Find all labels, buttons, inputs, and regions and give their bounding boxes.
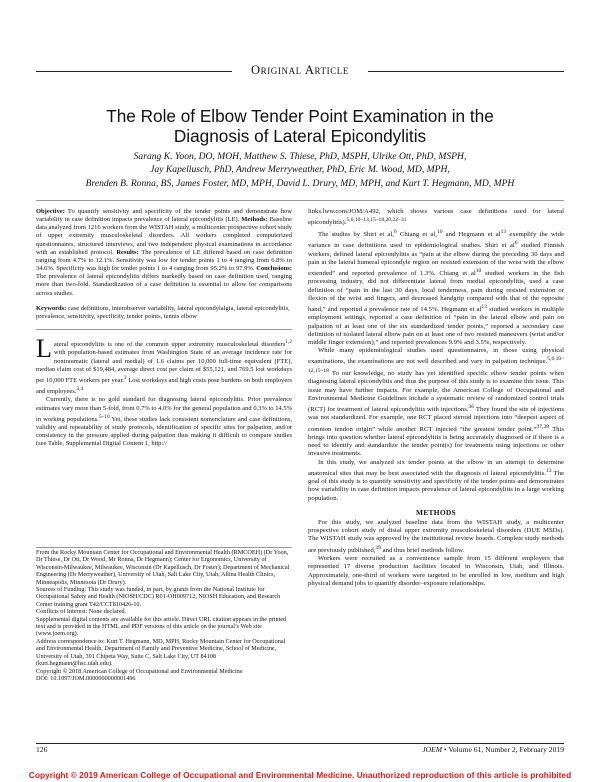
body-text: studied workers in the fish processing industry, did not differentiate lateral from medial epicondylitis, used a case definition of “pain in the last 30 days, local tenderness, pain during resisted extension or flexion of the wrist and fingers, and decreased handgrip compared with that of the opposite hand,” and reported a prevalence rate of 14.5%. Hegmann et al [308,270,564,314]
footnote-supplemental: Supplemental digital contents are available for this article. Direct URL citation appears in the printed text and is provided in the HTML and PDF versions of this article on the journal’s Web site (www.joem.org). [36,615,287,638]
citation: 13 [500,228,507,235]
page-number: 126 [36,745,48,754]
abstract-results: The prevalence of LE differed based on case definition ranging from 4.7% to 12.1%. Sensitivity was low for tender points 1 to 4 ranging from 6.8% to 34.6%. Specificity was high for tender points 1 to 4 ranging from 95.2% to 97.9%. [36,248,293,273]
body-text: They found the site of injections was not standardized. For example, one RCT placed steroid injections into “deepest aspect of common tendon origin” while another RCT injected “the greatest tender point.” [308,406,564,433]
intro-text: Yet, these studies lack consistent nomenclature and case definitions, validity and repeatability of study protocols, identification of specific sites for palpation, and/or consistency in the pressure applied during palpation thus making it difficult to compare studies (see Table, Supplemental Digital Content 1, http:// [36,415,292,448]
body-paragraph-2 [308,347,564,458]
body-text: studied Finnish workers, defined lateral epicondylitis as “pain at the elbow during the preceding 30 days and pain at the lateral humeral epicondyle region on resisted extension of the wrist with the elbow extended” and reported prevalence of 1.3%. Chiang et al [308,242,564,278]
citation: 5,6,10–13,15–18,20,22–31 [346,217,407,224]
body-text: Chiang et al, [396,230,437,238]
citation: 5–10 [98,413,110,420]
author-list [40,150,560,190]
intro-text: with population-based estimates from Washington State of an average incidence rate for nontraumatic (lateral and medial) of 1.6 claims per 10,000 full-time equivalent (FTE), median claim cost of $19,484, average direct cost per claim of $55,121, and 769.5 lost workdays per 10,000 FTE workers per year. [36,349,292,384]
keywords-text: case definitions, interobserver variability, lateral epicondylalgia, lateral epicondylitis, prevalence, sensitivity, specificity, tender points, tennis elbow [36,304,290,320]
author-line-2: Jay Kapellusch, PhD, Andrew Merryweather, PhD, Eric M. Wood, MD, MPH, [150,164,450,176]
citation: 10 [436,228,443,235]
body-text: The goal of this study is to quantify sensitivity and specificity of the tender points and demonstrates how variability in case definition impacts prevalence of lateral epicondylitis in a large working population. [308,470,565,502]
author-line-1: Sarang K. Yoon, DO, MOH, Matthew S. Thiese, PhD, MSPH, Ulrike Ott, PhD, MSPH, [133,151,467,162]
methods-paragraph-2: Workers were recruited as a convenience sample from 15 different employers that represented 17 diverse production facilities located in Wisconsin, Utah, and Illinois. Approximately, one-third of workers were targeted to be enrolled in low, medium and high physical demand jobs to quantify disorder–exposure relationships. [308,555,564,587]
footnote-copyright: Copyright © 2018 American College of Occupational and Environmental Medicine [36,667,243,675]
journal-issue: • Volume 61, Number 2, February 2019 [442,745,564,754]
footnote-affiliations: From the Rocky Mountain Center for Occupational and Environmental Health (RMCOEH) (Dr Yoon, Dr Thiese, Dr Ott, Dr Wood, Mr Ronna, Dr Hegmann); Center for Ergonomics, University of Wisconsin-Milwaukee, Milwaukee, Wisconsin (Dr Kapellusch, Dr Foster); Department of Mechanical Engineering (Dr Merryweather), University of Utah, Salt Lake City, Utah; Allina Health Clinics, Minneapolis, Minnesota (Dr Drury). [36,549,290,586]
footnote-conflicts: Conflicts of Interest: None declared. [36,608,127,616]
citation: 13 [481,303,487,310]
right-column [308,208,564,588]
methods-heading: METHODS [416,507,456,517]
body-text: This brings into question whether lateral epicondylitis is being accurately diagnosed or if there is a need to identify and standardize the tender point(s) for treatments using injections or other invasive treatments. [308,425,564,458]
citation: 39 [375,544,381,551]
citation: 37,38 [536,423,550,430]
citation: 13 [545,467,552,474]
citation: 36 [468,403,475,410]
abstract-objective: To quantify sensitivity and specificity of the tender points and demonstrate how variability in case definition impacts prevalence of lateral epicondylitis (LE). [36,208,292,224]
body-text: links.lww.com/JOM/A492, which shows various case definitions used for lateral epicondylitis). [308,208,564,227]
citation: 6 [514,240,518,247]
title-line-1: The Role of Elbow Tender Point Examination in the [106,106,494,126]
abstract-results-label: Results: [113,248,139,256]
body-text: To our knowledge, no study has yet identified specific elbow tender points when diagnosing lateral epicondylitis and thus the purpose of this study is to examine this issue. This issue may have further impacts. For example, the American College of Occupational and Environmental Medicine Guidelines include a systematic review of randomized control trials (RCT) for treatment of lateral epicondylitis with injections. [308,370,564,414]
journal-citation [422,746,564,755]
keywords [36,305,292,321]
intro-text: Currently, there is no gold standard for diagnosing lateral epicondylitis. Prior prevalence estimates vary more than 5-fold, from 0.7% to 4.0% for the general population and 0.3% to 14.5% in working populations. [36,396,292,423]
body-text: and thus brief methods follow. [381,546,465,554]
body-text: The studies by Shiri et al, [318,230,394,238]
header-rule-right [368,71,564,72]
title-separator [36,200,564,201]
drop-cap: L [36,334,52,364]
footnote-correspondence: Address correspondence to: Kurt T. Hegmann, MD, MPH, Rocky Mountain Center for Occupational and Environmental Health, Department of Family and Preventive Medicine, School of Medicine, University of Utah, 391 Chipeta Way, Suite C, Salt Lake City, UT 84108 (kurt.hegmann@hsc.utah.edu). [36,637,286,668]
keywords-separator [36,329,292,330]
body-text: For this study, we analyzed baseline data from the WISTAH study, a multicenter prospective cohort study of distal upper extremity musculoskeletal disorders (DUE MSDs). The WISTAH study was approved by the institutional review boards. Complete study methods are previously published, [308,519,564,554]
body-text: In this study, we analyzed six tender points at the elbow in an attempt to determine anatomical sites that may be best associated with the diagnosis of lateral epicondylitis. [308,458,564,478]
keywords-label: Keywords: [36,304,67,312]
footnote-rule [36,547,292,548]
body-text: exemplify the wide variance in case definitions used in epidemiological studies. Shiri et al [308,230,564,250]
body-paragraph-3 [308,459,564,503]
methods-paragraph-1 [308,519,564,555]
abstract-methods: Baseline data analyzed from 1216 workers from the WISTAH study, a multicenter prospective cohort study of upper extremity musculoskeletal disorders. All workers completed computerized questionnaires, structured interviews, and two independent physical examinations in accordance with an established protocol. [36,216,293,256]
citation: 5,6,10–12,15–18 [308,356,564,374]
intro-paragraph-1 [36,334,292,396]
footnote-doi: DOI: 10.1097/JOM.0000000000001496 [36,674,136,682]
author-line-3: Brenden B. Ronna, BS, James Foster, MD, MPH, David L. Drury, MD, MPH, and Kurt T. Hegmann, MD, MPH [85,177,515,189]
intro-text: Lost workdays and high costs pose burdens on both employers and employees. [36,376,292,396]
body-text: studied workers in multiple employment settings, reported a case definition of “pain in the lateral elbow and pain on palpation of at least one of the six standardized tender points,” reported a secondary case definition of isolated lateral elbow pain on at least one of two resisted maneuvers (wrist and/or middle finger extension),” and reported prevalences 9.9% and 3.5%, respectively. [308,306,564,347]
body-paragraph-1 [308,228,564,348]
section-label: Original Article [250,63,350,77]
abstract-conclusions-label: Conclusions: [254,265,292,273]
intro-text: ateral epicondylitis is one of the common upper extremity musculoskeletal disorders [53,341,286,349]
case-definition-ref [308,208,564,228]
page-footer-rule [36,743,564,744]
body-text: While many epidemiological studies used questionnaires, in those using physical examinations, the examinations are not well described and vary in palpation technique. [308,347,564,366]
copyright-banner: Copyright © 2019 American College of Occupational and Environmental Medicine. Unauthorized reproduction of this article is prohibited [28,770,572,780]
footnotes [36,549,292,682]
abstract-conclusions: The prevalence of lateral epicondylitis differs markedly based on case definition used, ranging more than two-fold. Standardization of a case definition is essential to allow for comparisons across studies. [36,273,292,297]
journal-name: JOEM [422,745,443,754]
abstract-objective-label: Objective: [36,208,65,215]
abstract-methods-label: Methods: [239,216,268,224]
citation: 1,2 [285,339,292,346]
body-text: and Hegmann et al [442,230,501,238]
citation: 3,4 [76,386,84,393]
article-title [50,106,550,146]
citation: 10 [475,267,482,274]
citation: 6 [393,228,397,235]
left-column [36,208,292,449]
intro-paragraph-2 [36,396,292,448]
footnote-funding: Sources of Funding: This study was funded, in part, by grants from the National Institute for Occupational Safety and Health (NIOSH/CDC) R01-OH009712, NIOSH Education, and Research Center training grant T42/CCT810426-10. [36,586,281,608]
title-line-2: Diagnosis of Lateral Epicondylitis [173,126,427,146]
abstract [36,208,292,298]
citation: 3 [123,374,127,381]
